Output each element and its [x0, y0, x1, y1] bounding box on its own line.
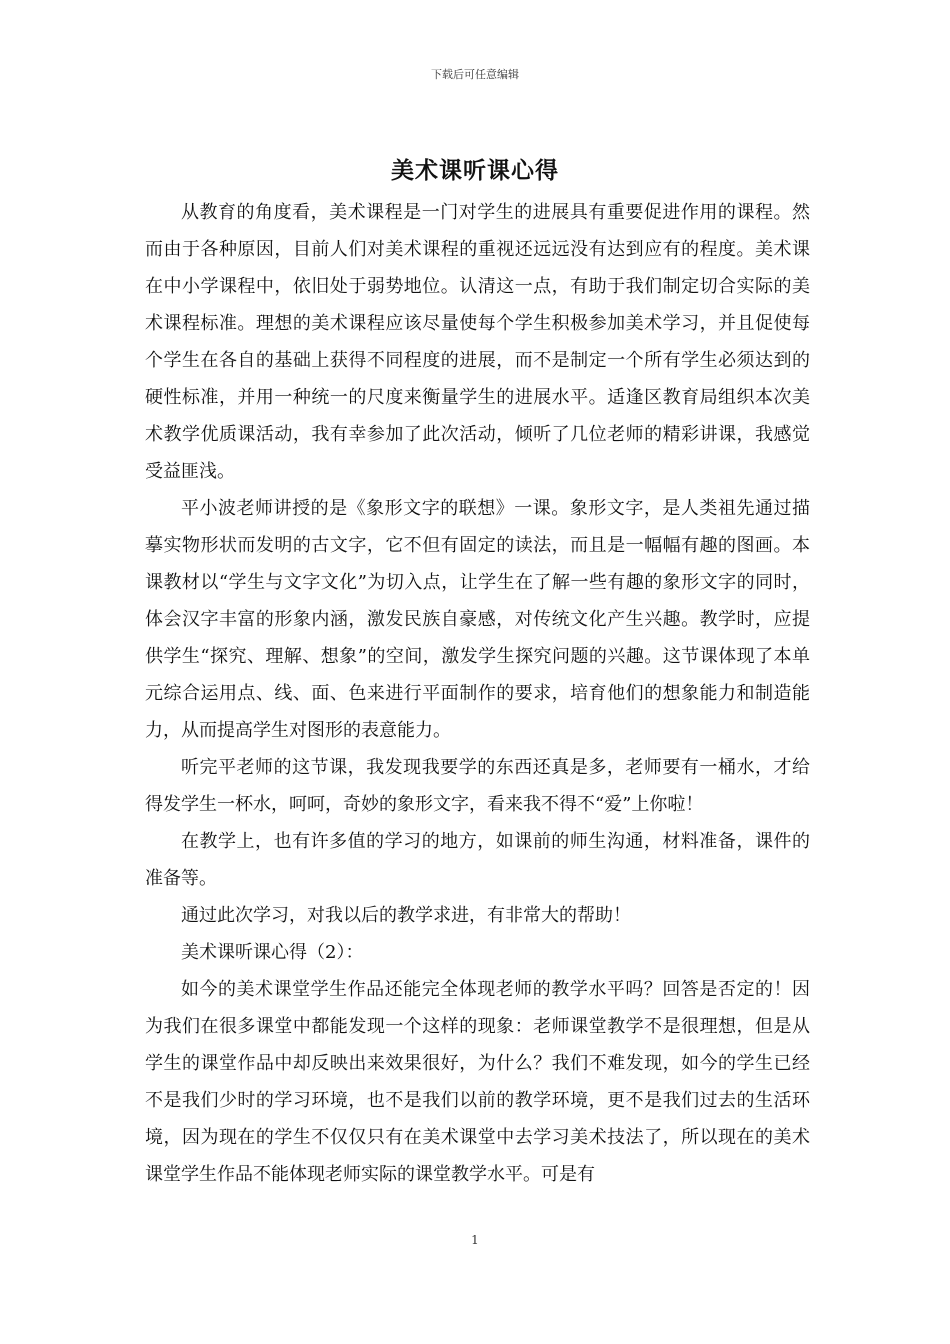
paragraph: 在教学上，也有许多值的学习的地方，如课前的师生沟通，材料准备，课件的准备等。: [145, 831, 810, 889]
paragraph: 通过此次学习，对我以后的教学求进，有非常大的帮助！: [181, 905, 631, 926]
paragraph: 从教育的角度看，美术课程是一门对学生的进展具有重要促进作用的课程。然而由于各种原因，目前人们对美术课程的重视还远远没有达到应有的程度。美术课在中小学课程中，依旧处于弱势地位。认清这一点，有助于我们制定切合实际的美术课程标准。理想的美术课程应该尽量使每个学生积极参加美术学习，并且促使每个学生在各自的基础上获得不同程度的进展，而不是制定一个所有学生必须达到的硬性标准，并用一种统一的尺度来衡量学生的进展水平。适逢区教育局组织本次美术教学优质课活动，我有幸参加了此次活动，倾听了几位老师的精彩讲课，我感觉受益匪浅。: [145, 202, 810, 482]
paragraph: 听完平老师的这节课，我发现我要学的东西还真是多，老师要有一桶水，才给得发学生一杯水，呵呵，奇妙的象形文字，看来我不得不“爱”上你啦！: [145, 757, 810, 815]
section-heading: 美术课听课心得（2）：: [181, 942, 364, 963]
paragraph: 如今的美术课堂学生作品还能完全体现老师的教学水平吗？回答是否定的！因为我们在很多课堂中都能发现一个这样的现象：老师课堂教学不是很理想，但是从学生的课堂作品中却反映出来效果很好，为什么？我们不难发现，如今的学生已经不是我们少时的学习环境，也不是我们以前的教学环境，更不是我们过去的生活环境，因为现在的学生不仅仅只有在美术课堂中去学习美术技法了，所以现在的美术课堂学生作品不能体现老师实际的课堂教学水平。可是有: [145, 979, 810, 1185]
paragraph: 平小波老师讲授的是《象形文字的联想》一课。象形文字，是人类祖先通过描摹实物形状而发明的古文字，它不但有固定的读法，而且是一幅幅有趣的图画。本课教材以“学生与文字文化”为切入点，让学生在了解一些有趣的象形文字的同时，体会汉字丰富的形象内涵，激发民族自豪感，对传统文化产生兴趣。教学时，应提供学生“探究、理解、想象”的空间，激发学生探究问题的兴趣。这节课体现了本单元综合运用点、线、面、色来进行平面制作的要求，培育他们的想象能力和制造能力，从而提高学生对图形的表意能力。: [145, 498, 810, 741]
page-header: 下载后可任意编辑: [431, 68, 519, 81]
page-number: 1: [471, 1233, 479, 1247]
document-title: 美术课听课心得: [391, 157, 559, 184]
document-body: [145, 194, 810, 1193]
